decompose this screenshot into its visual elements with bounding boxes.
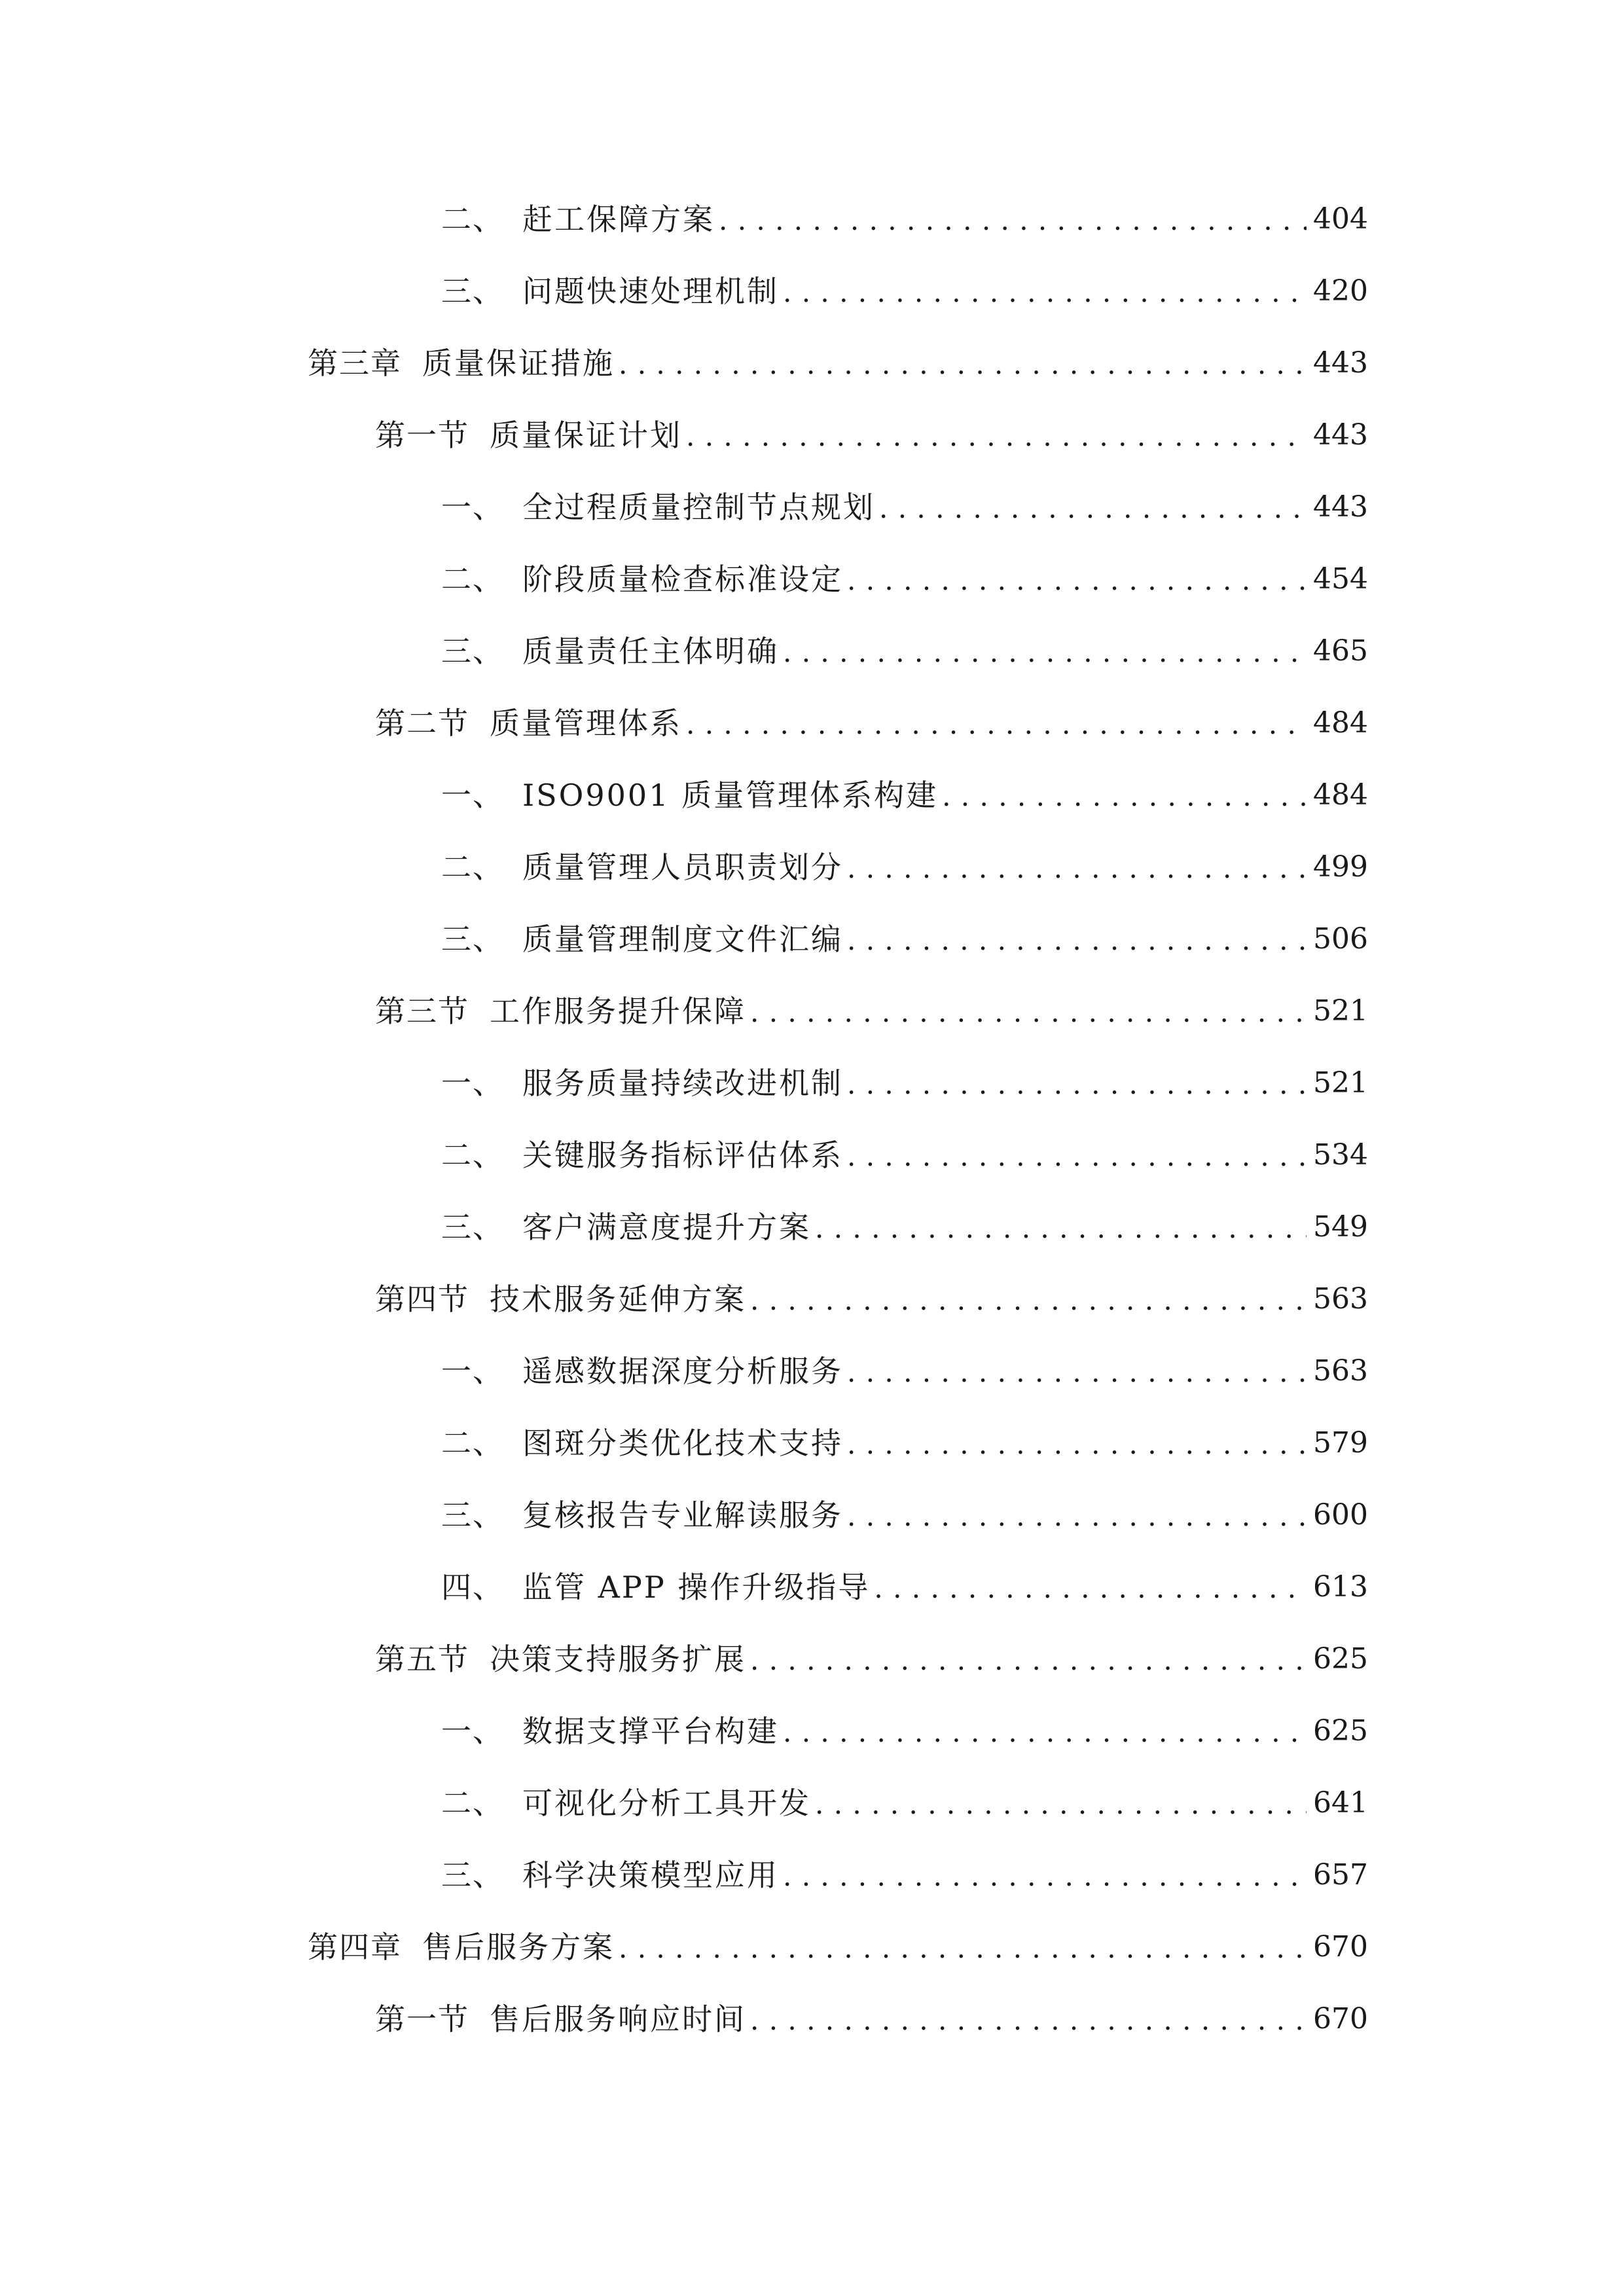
toc-entry-page: 534: [1313, 1138, 1368, 1172]
toc-entry-number: 第三章: [308, 346, 402, 381]
toc-entry[interactable]: [441, 1129, 1368, 1181]
dot-leader: [783, 625, 1307, 677]
toc-entry[interactable]: [441, 1777, 1368, 1829]
toc-entry-title: 售后服务响应时间: [490, 2001, 746, 2037]
toc-entry-number: 三、: [441, 1210, 504, 1245]
dot-leader: [942, 769, 1307, 821]
toc-entry-number: 第二节: [375, 706, 469, 741]
toc-section-entry[interactable]: [375, 697, 1368, 749]
toc-entry-page: 641: [1313, 1786, 1368, 1820]
toc-entry-title: ISO9001 质量管理体系构建: [522, 778, 939, 813]
toc-entry[interactable]: [441, 841, 1368, 893]
toc-entry-number: 一、: [441, 490, 504, 525]
toc-entry-page: 670: [1313, 1930, 1368, 1964]
toc-entry[interactable]: [441, 1057, 1368, 1109]
toc-entry[interactable]: [441, 553, 1368, 605]
toc-entry-number: 二、: [441, 1138, 504, 1173]
toc-entry-number: 第一节: [375, 2001, 469, 2037]
toc-entry-number: 二、: [441, 1785, 504, 1821]
toc-section-entry[interactable]: [375, 985, 1368, 1037]
toc-entry-page: 549: [1313, 1210, 1368, 1244]
toc-entry-title: 可视化分析工具开发: [522, 1785, 811, 1821]
dot-leader: [783, 265, 1307, 317]
toc-entry-page: 404: [1313, 202, 1368, 236]
dot-leader: [847, 553, 1307, 605]
toc-entry-number: 二、: [441, 562, 504, 597]
toc-entry-page: 613: [1313, 1570, 1368, 1604]
toc-entry-number: 一、: [441, 1713, 504, 1749]
toc-entry-title: 质量管理制度文件汇编: [522, 922, 843, 957]
dot-leader: [686, 409, 1307, 461]
toc-entry-title: 决策支持服务扩展: [490, 1641, 746, 1677]
toc-section-entry[interactable]: [375, 1273, 1368, 1325]
dot-leader: [847, 1129, 1307, 1181]
toc-chapter-entry[interactable]: [308, 1921, 1368, 1973]
toc-entry-page: 420: [1313, 274, 1368, 308]
toc-entry-number: 三、: [441, 274, 504, 309]
toc-entry-title: 全过程质量控制节点规划: [522, 490, 875, 525]
toc-section-entry[interactable]: [375, 409, 1368, 461]
toc-entry-number: 一、: [441, 778, 504, 813]
toc-entry-title: 科学决策模型应用: [522, 1857, 779, 1893]
toc-entry-number: 三、: [441, 922, 504, 957]
dot-leader: [847, 841, 1307, 893]
toc-entry-page: 657: [1313, 1858, 1368, 1892]
dot-leader: [847, 1417, 1307, 1469]
toc-entry-page: 579: [1313, 1426, 1368, 1460]
toc-entry[interactable]: [441, 625, 1368, 677]
toc-entry-title: 阶段质量检查标准设定: [522, 562, 843, 597]
toc-entry-page: 443: [1313, 490, 1368, 524]
toc-entry-title: 复核报告专业解读服务: [522, 1498, 843, 1533]
toc-entry-title: 质量保证措施: [422, 346, 615, 381]
toc-entry[interactable]: [441, 1849, 1368, 1901]
toc-entry-number: 一、: [441, 1066, 504, 1101]
toc-entry-page: 443: [1313, 418, 1368, 452]
dot-leader: [619, 1921, 1307, 1973]
toc-entry-number: 第一节: [375, 418, 469, 453]
toc-chapter-entry[interactable]: [308, 337, 1368, 389]
dot-leader: [847, 1489, 1307, 1541]
toc-entry[interactable]: [441, 1201, 1368, 1253]
dot-leader: [874, 1561, 1307, 1613]
toc-entry-page: 625: [1313, 1642, 1368, 1676]
toc-entry[interactable]: [441, 1345, 1368, 1397]
toc-entry-page: 484: [1313, 778, 1368, 812]
toc-entry-number: 第三节: [375, 994, 469, 1029]
toc-entry-number: 四、: [441, 1570, 504, 1605]
dot-leader: [750, 1273, 1307, 1325]
toc-entry-number: 一、: [441, 1354, 504, 1389]
dot-leader: [750, 985, 1307, 1037]
toc-entry-page: 499: [1313, 850, 1368, 884]
toc-entry-title: 图斑分类优化技术支持: [522, 1426, 843, 1461]
toc-entry-title: 售后服务方案: [422, 1929, 615, 1965]
toc-entry[interactable]: [441, 265, 1368, 317]
toc-entry-number: 第四节: [375, 1282, 469, 1317]
toc-entry[interactable]: [441, 1561, 1368, 1613]
toc-entry-number: 二、: [441, 850, 504, 885]
toc-entry-title: 质量保证计划: [490, 418, 682, 453]
toc-entry-page: 443: [1313, 346, 1368, 380]
toc-section-entry[interactable]: [375, 1633, 1368, 1685]
dot-leader: [719, 193, 1307, 245]
toc-section-entry[interactable]: [375, 1993, 1368, 2045]
toc-entry-page: 563: [1313, 1282, 1368, 1316]
toc-entry-page: 521: [1313, 994, 1368, 1028]
dot-leader: [815, 1777, 1307, 1829]
dot-leader: [750, 1633, 1307, 1685]
dot-leader: [783, 1849, 1307, 1901]
dot-leader: [847, 1345, 1307, 1397]
dot-leader: [686, 697, 1307, 749]
toc-entry[interactable]: [441, 481, 1368, 533]
toc-entry-number: 第四章: [308, 1929, 402, 1965]
toc-entry-title: 质量责任主体明确: [522, 634, 779, 669]
toc-entry-page: 484: [1313, 706, 1368, 740]
toc-entry-page: 600: [1313, 1498, 1368, 1532]
toc-entry-number: 第五节: [375, 1641, 469, 1677]
dot-leader: [847, 913, 1307, 965]
toc-entry-title: 服务质量持续改进机制: [522, 1066, 843, 1101]
toc-entry-number: 二、: [441, 1426, 504, 1461]
toc-entry[interactable]: [441, 769, 1368, 821]
toc-entry-number: 三、: [441, 1857, 504, 1893]
dot-leader: [619, 337, 1307, 389]
toc-entry[interactable]: [441, 1417, 1368, 1469]
toc-entry-title: 数据支撑平台构建: [522, 1713, 779, 1749]
toc-entry-title: 遥感数据深度分析服务: [522, 1354, 843, 1389]
toc-entry-page: 521: [1313, 1066, 1368, 1100]
dot-leader: [879, 481, 1307, 533]
toc-entry[interactable]: [441, 1489, 1368, 1541]
toc-entry-title: 关键服务指标评估体系: [522, 1138, 843, 1173]
toc-entry-page: 465: [1313, 634, 1368, 668]
toc-entry-title: 工作服务提升保障: [490, 994, 746, 1029]
toc-entry-title: 技术服务延伸方案: [490, 1282, 746, 1317]
toc-entry-page: 506: [1313, 922, 1368, 956]
dot-leader: [847, 1057, 1307, 1109]
toc-entry-page: 563: [1313, 1354, 1368, 1388]
toc-entry[interactable]: [441, 913, 1368, 965]
dot-leader: [750, 1993, 1307, 2045]
dot-leader: [783, 1705, 1307, 1757]
toc-entry[interactable]: [441, 193, 1368, 245]
toc-entry-number: 三、: [441, 1498, 504, 1533]
toc-entry-page: 625: [1313, 1714, 1368, 1748]
toc-entry-title: 质量管理人员职责划分: [522, 850, 843, 885]
dot-leader: [815, 1201, 1307, 1253]
toc-entry-title: 赶工保障方案: [522, 202, 715, 237]
toc-entry-title: 客户满意度提升方案: [522, 1210, 811, 1245]
toc-entry-title: 质量管理体系: [490, 706, 682, 741]
toc-entry-page: 670: [1313, 2002, 1368, 2036]
toc-entry-title: 监管 APP 操作升级指导: [522, 1570, 871, 1605]
toc-entry-page: 454: [1313, 562, 1368, 596]
toc-entry-title: 问题快速处理机制: [522, 274, 779, 309]
toc-entry-number: 二、: [441, 202, 504, 237]
toc-entry[interactable]: [441, 1705, 1368, 1757]
toc-entry-number: 三、: [441, 634, 504, 669]
